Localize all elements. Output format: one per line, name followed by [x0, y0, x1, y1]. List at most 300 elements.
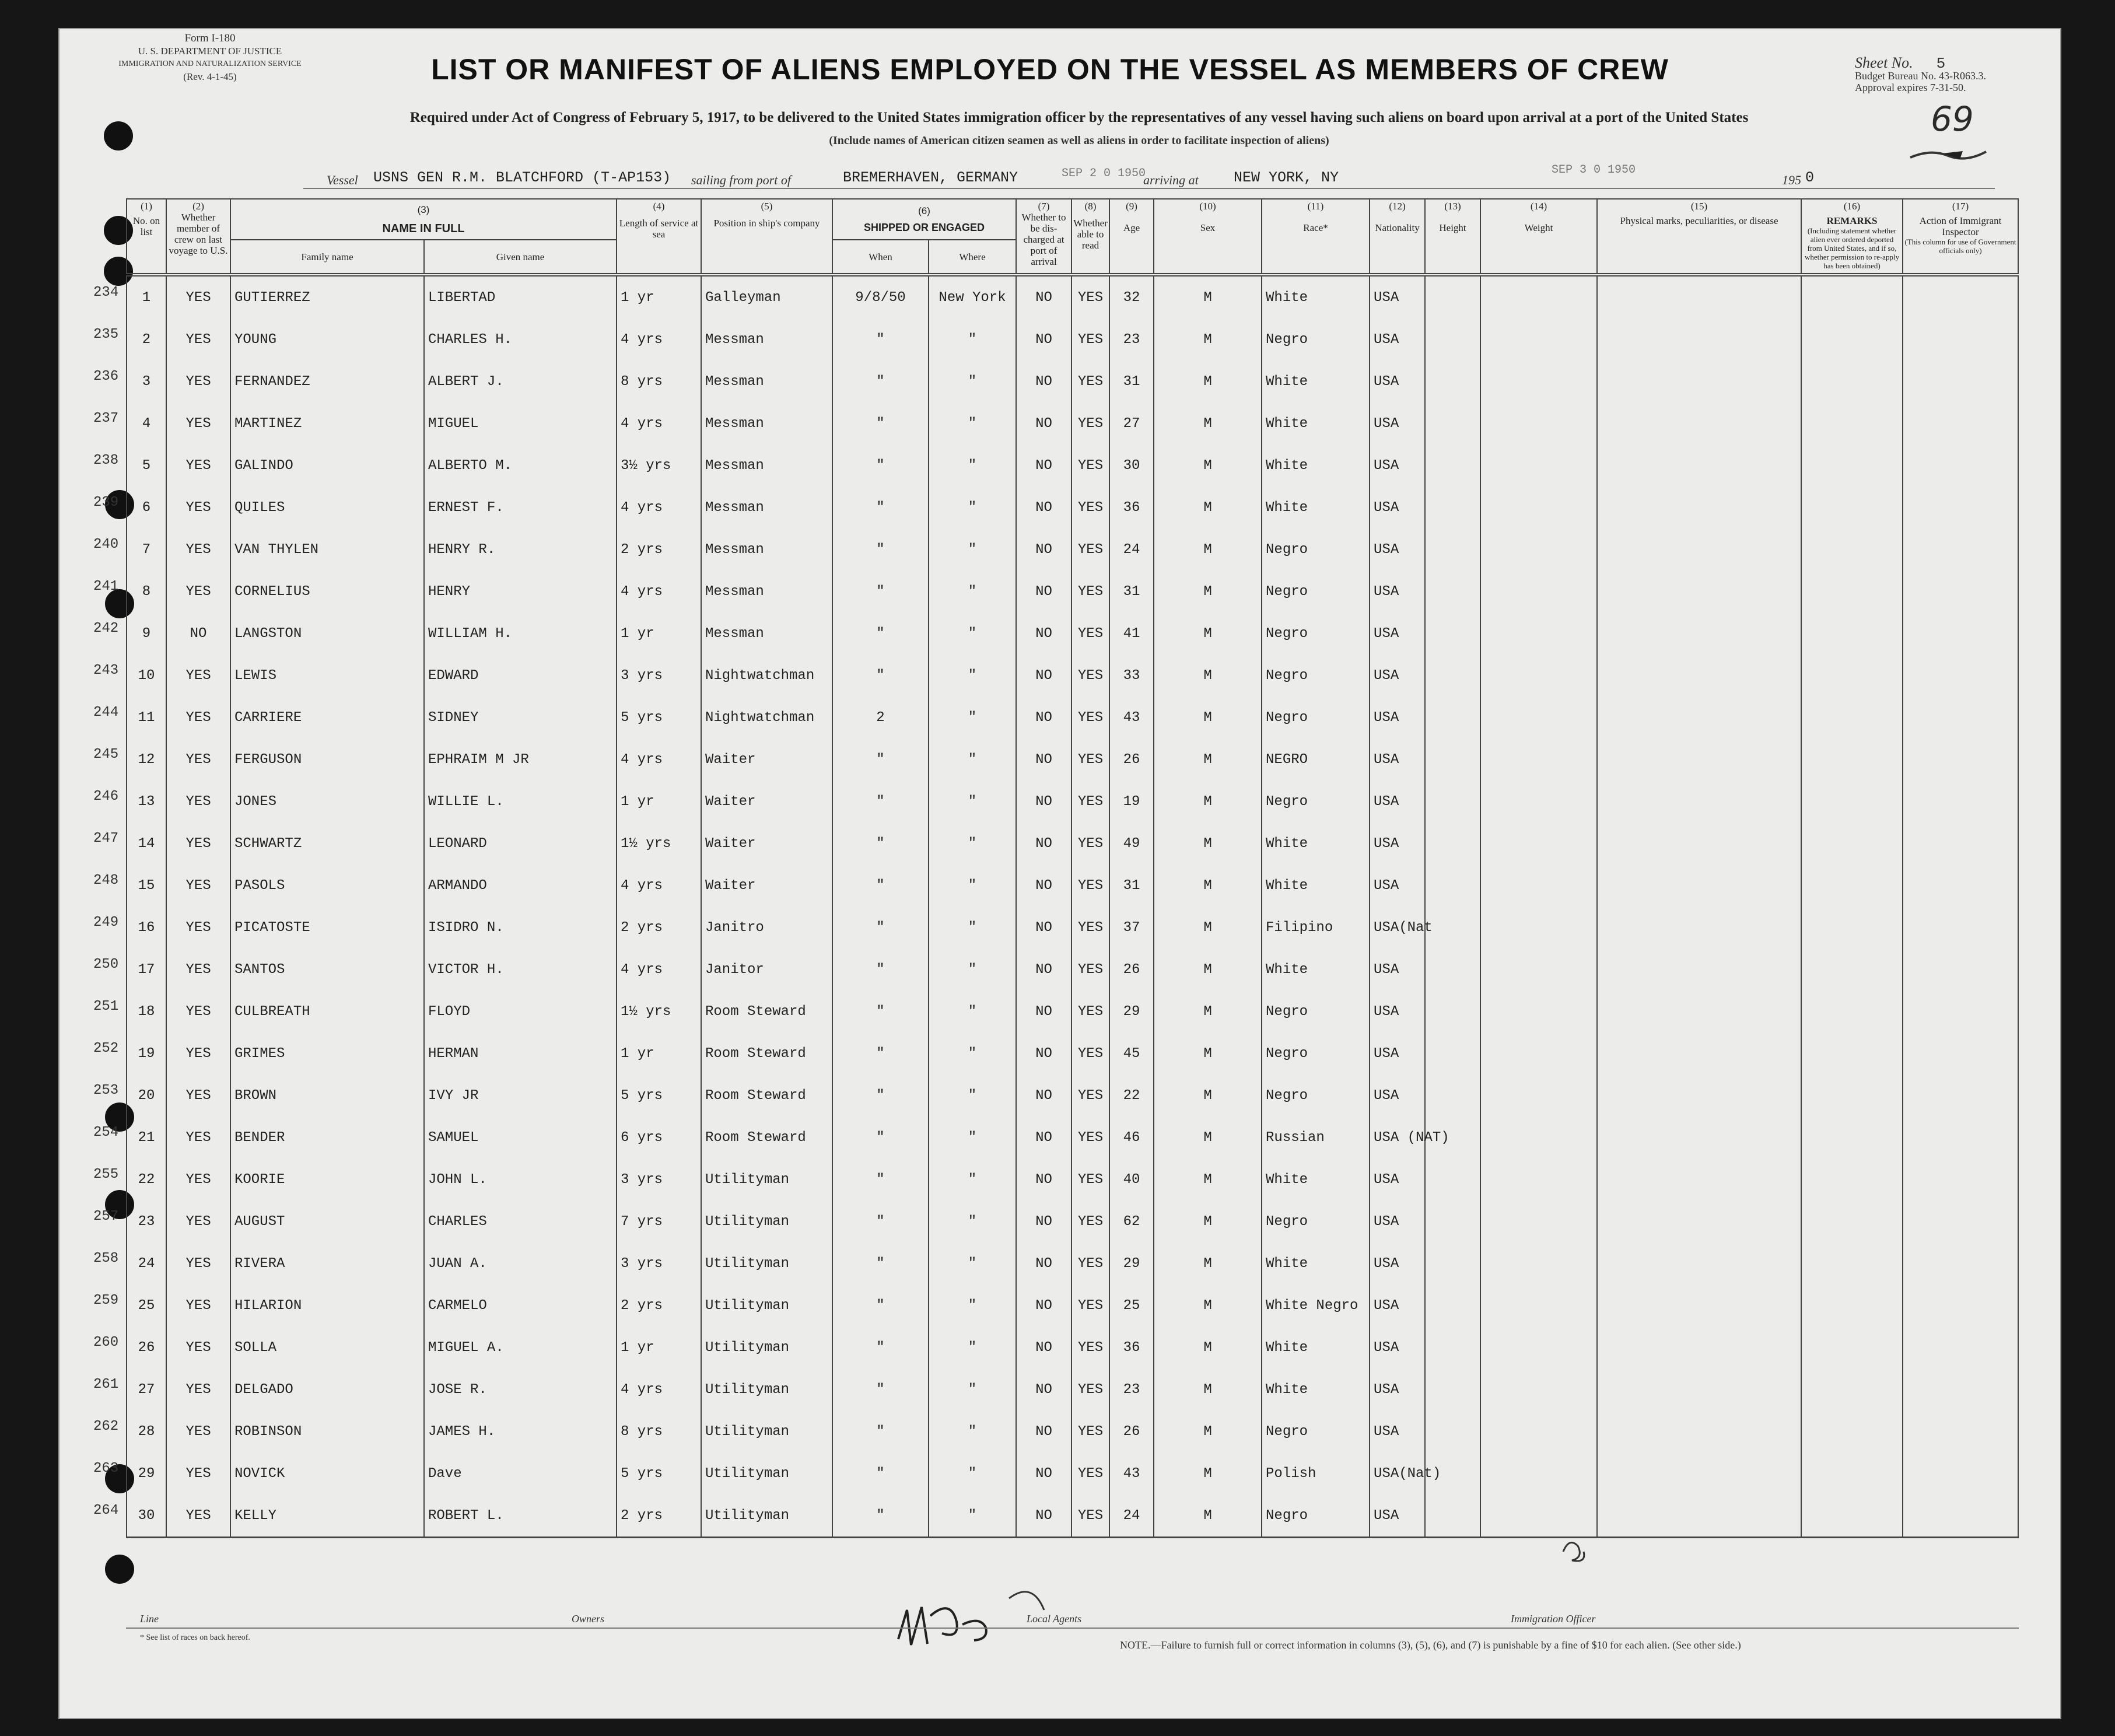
remarks-cell [1801, 1074, 1903, 1116]
inspector-action-cell [1903, 1368, 2018, 1410]
race-cell: Negro [1262, 780, 1370, 822]
row-number: 1 [142, 289, 151, 306]
nationality-cell: USA [1370, 1284, 1425, 1326]
shipped-when-cell: " [832, 487, 929, 528]
inspector-action-cell [1903, 1326, 2018, 1368]
shipped-when-cell: 9/8/50 [832, 275, 929, 318]
given-name-cell: VICTOR H. [424, 949, 617, 991]
prev-voyage-cell: YES [166, 444, 230, 487]
sex-cell: M [1154, 1242, 1262, 1284]
weight-cell [1480, 1368, 1597, 1410]
nationality-cell: USA [1370, 696, 1425, 738]
nationality-cell: USA [1370, 1494, 1425, 1538]
discharged-cell: NO [1016, 1410, 1071, 1452]
height-cell [1425, 1494, 1480, 1538]
family-name-cell: FERGUSON [230, 738, 424, 780]
prev-voyage-cell: YES [166, 738, 230, 780]
age-cell: 37 [1109, 907, 1154, 949]
row-number: 12 [138, 751, 155, 768]
prev-voyage-cell: YES [166, 1242, 230, 1284]
prev-voyage-cell: YES [166, 822, 230, 864]
height-cell [1425, 907, 1480, 949]
inspector-action-cell [1903, 738, 2018, 780]
table-row [127, 1494, 2018, 1538]
given-name-cell: MIGUEL A. [424, 1326, 617, 1368]
table-row [127, 949, 2018, 991]
line-number: 264 [93, 1503, 119, 1518]
footer-local-agents-label: Local Agents [1027, 1613, 1082, 1625]
prev-voyage-cell: YES [166, 1158, 230, 1200]
weight-cell [1480, 780, 1597, 822]
remarks-cell [1801, 864, 1903, 907]
row-number: 25 [138, 1297, 155, 1314]
col-sex-header: (10) Sex [1154, 199, 1262, 275]
table-row [127, 360, 2018, 402]
row-number-cell [93, 1410, 166, 1452]
row-number-cell [93, 1368, 166, 1410]
table-row [127, 1200, 2018, 1242]
nationality-cell: USA [1370, 1032, 1425, 1074]
table-row [127, 318, 2018, 360]
row-number-cell [93, 612, 166, 654]
remarks-cell [1801, 1032, 1903, 1074]
weight-cell [1480, 1116, 1597, 1158]
physical-marks-cell [1597, 864, 1801, 907]
remarks-cell [1801, 487, 1903, 528]
row-number-cell [93, 487, 166, 528]
race-cell: White [1262, 1326, 1370, 1368]
height-cell [1425, 1074, 1480, 1116]
position-cell: Utilityman [701, 1410, 832, 1452]
sex-cell: M [1154, 1200, 1262, 1242]
given-name-cell: WILLIAM H. [424, 612, 617, 654]
race-cell: White [1262, 275, 1370, 318]
line-number: 254 [93, 1125, 119, 1140]
given-name-cell: CHARLES H. [424, 318, 617, 360]
race-cell: Negro [1262, 1410, 1370, 1452]
weight-cell [1480, 696, 1597, 738]
weight-cell [1480, 360, 1597, 402]
nationality-cell: USA (NAT) [1370, 1116, 1425, 1158]
given-name-cell: HERMAN [424, 1032, 617, 1074]
row-number-cell [93, 402, 166, 444]
inspector-action-cell [1903, 402, 2018, 444]
age-cell: 62 [1109, 1200, 1154, 1242]
position-cell: Utilityman [701, 1452, 832, 1494]
service-length-cell: 5 yrs [617, 1074, 701, 1116]
shipped-when-cell: " [832, 1368, 929, 1410]
position-cell: Utilityman [701, 1242, 832, 1284]
nationality-cell: USA [1370, 1326, 1425, 1368]
physical-marks-cell [1597, 949, 1801, 991]
given-name-cell: ERNEST F. [424, 487, 617, 528]
discharged-cell: NO [1016, 612, 1071, 654]
given-name-cell: MIGUEL [424, 402, 617, 444]
physical-marks-cell [1597, 1494, 1801, 1538]
service-length-cell: 6 yrs [617, 1116, 701, 1158]
col-when-header: When [832, 240, 929, 275]
row-number-cell [93, 1452, 166, 1494]
age-cell: 26 [1109, 1410, 1154, 1452]
service-length-cell: 2 yrs [617, 1284, 701, 1326]
prev-voyage-cell: YES [166, 696, 230, 738]
weight-cell [1480, 1200, 1597, 1242]
inspector-action-cell [1903, 949, 2018, 991]
age-cell: 32 [1109, 275, 1154, 318]
races-footnote: * See list of races on back hereof. [140, 1633, 250, 1642]
table-row [127, 1158, 2018, 1200]
height-cell [1425, 738, 1480, 780]
approval-expiry: Approval expires 7-31-50. [1855, 82, 1966, 93]
row-number: 5 [142, 457, 151, 474]
discharged-cell: NO [1016, 949, 1071, 991]
able-to-read-cell: YES [1071, 1284, 1109, 1326]
physical-marks-cell [1597, 1452, 1801, 1494]
given-name-cell: ARMANDO [424, 864, 617, 907]
row-number-cell [93, 318, 166, 360]
remarks-cell [1801, 1116, 1903, 1158]
line-number: 260 [93, 1335, 119, 1350]
col-no-on-list-header: (1) No. on list [127, 199, 166, 275]
shipped-where-cell: " [929, 864, 1016, 907]
remarks-cell [1801, 528, 1903, 570]
service-length-cell: 8 yrs [617, 1410, 701, 1452]
row-number: 6 [142, 499, 151, 516]
table-row [127, 738, 2018, 780]
able-to-read-cell: YES [1071, 780, 1109, 822]
age-cell: 36 [1109, 487, 1154, 528]
weight-cell [1480, 318, 1597, 360]
shipped-where-cell: " [929, 780, 1016, 822]
inspector-action-cell [1903, 1158, 2018, 1200]
height-cell [1425, 780, 1480, 822]
age-cell: 45 [1109, 1032, 1154, 1074]
race-cell: Negro [1262, 612, 1370, 654]
age-cell: 41 [1109, 612, 1154, 654]
shipped-where-cell: " [929, 1200, 1016, 1242]
row-number-cell [93, 275, 166, 318]
col-action-header: (17) Action of Immigrant Inspector (This column for use of Government officials only) [1903, 199, 2018, 275]
physical-marks-cell [1597, 444, 1801, 487]
service-length-cell: 1 yr [617, 275, 701, 318]
shipped-where-cell: " [929, 907, 1016, 949]
service-length-cell: 1 yr [617, 1326, 701, 1368]
height-cell [1425, 402, 1480, 444]
remarks-cell [1801, 738, 1903, 780]
weight-cell [1480, 570, 1597, 612]
given-name-cell: HENRY R. [424, 528, 617, 570]
weight-cell [1480, 991, 1597, 1032]
shipped-where-cell: " [929, 738, 1016, 780]
race-cell: Negro [1262, 991, 1370, 1032]
race-cell: White [1262, 949, 1370, 991]
remarks-cell [1801, 696, 1903, 738]
line-number: 250 [93, 957, 119, 972]
table-row [127, 528, 2018, 570]
table-row [127, 822, 2018, 864]
family-name-cell: GUTIERREZ [230, 275, 424, 318]
given-name-cell: SAMUEL [424, 1116, 617, 1158]
prev-voyage-cell: YES [166, 528, 230, 570]
family-name-cell: SCHWARTZ [230, 822, 424, 864]
shipped-when-cell: " [832, 1494, 929, 1538]
height-cell [1425, 360, 1480, 402]
shipped-when-cell: " [832, 991, 929, 1032]
table-row [127, 570, 2018, 612]
line-number: 240 [93, 537, 119, 552]
nationality-cell: USA [1370, 1410, 1425, 1452]
height-cell [1425, 1158, 1480, 1200]
nationality-cell: USA [1370, 360, 1425, 402]
footer-line-label: Line [140, 1613, 159, 1625]
age-cell: 23 [1109, 1368, 1154, 1410]
race-cell: Negro [1262, 570, 1370, 612]
race-cell: Negro [1262, 318, 1370, 360]
prev-voyage-cell: YES [166, 949, 230, 991]
height-cell [1425, 864, 1480, 907]
age-cell: 23 [1109, 318, 1154, 360]
family-name-cell: AUGUST [230, 1200, 424, 1242]
row-number-cell [93, 1032, 166, 1074]
shipped-where-cell: New York [929, 275, 1016, 318]
race-cell: White [1262, 1368, 1370, 1410]
discharged-cell: NO [1016, 1284, 1071, 1326]
row-number: 19 [138, 1045, 155, 1062]
col-position-header: (5) Position in ship's company [701, 199, 832, 275]
family-name-cell: FERNANDEZ [230, 360, 424, 402]
col-height-header: (13) Height [1425, 199, 1480, 275]
family-name-cell: MARTINEZ [230, 402, 424, 444]
nationality-cell: USA [1370, 528, 1425, 570]
prev-voyage-cell: YES [166, 360, 230, 402]
position-cell: Room Steward [701, 1116, 832, 1158]
discharged-cell: NO [1016, 822, 1071, 864]
sheet-number: 5 [1936, 55, 1946, 72]
remarks-cell [1801, 1452, 1903, 1494]
shipped-when-cell: " [832, 1032, 929, 1074]
able-to-read-cell: YES [1071, 487, 1109, 528]
vessel-label: Vessel [327, 173, 358, 187]
remarks-cell [1801, 1284, 1903, 1326]
weight-cell [1480, 654, 1597, 696]
shipped-where-cell: " [929, 1452, 1016, 1494]
able-to-read-cell: YES [1071, 1494, 1109, 1538]
race-cell: White [1262, 444, 1370, 487]
arriving-label: arriving at [1143, 173, 1199, 187]
shipped-when-cell: " [832, 738, 929, 780]
race-cell: NEGRO [1262, 738, 1370, 780]
row-number: 21 [138, 1129, 155, 1146]
position-cell: Waiter [701, 738, 832, 780]
inspector-action-cell [1903, 1242, 2018, 1284]
col-where-header: Where [929, 240, 1016, 275]
discharged-cell: NO [1016, 991, 1071, 1032]
prev-voyage-cell: YES [166, 1494, 230, 1538]
shipped-where-cell: " [929, 1116, 1016, 1158]
prev-voyage-cell: YES [166, 780, 230, 822]
height-cell [1425, 696, 1480, 738]
col-family-name-header: Family name [230, 240, 424, 275]
position-cell: Waiter [701, 864, 832, 907]
row-number-cell [93, 1074, 166, 1116]
physical-marks-cell [1597, 654, 1801, 696]
remarks-cell [1801, 402, 1903, 444]
inspector-action-cell [1903, 318, 2018, 360]
inspector-action-cell [1903, 991, 2018, 1032]
vessel-underline [303, 188, 1995, 189]
required-statement: Required under Act of Congress of February 5, 1917, to be delivered to the United States immigration officer by the representatives of any vessel having such aliens on board upon arrival at a port of the United States [409, 110, 1749, 125]
shipped-when-cell: " [832, 1200, 929, 1242]
able-to-read-cell: YES [1071, 907, 1109, 949]
crew-manifest-table [93, 198, 2019, 1538]
weight-cell [1480, 822, 1597, 864]
row-number-cell [93, 907, 166, 949]
able-to-read-cell: YES [1071, 1326, 1109, 1368]
shipped-when-cell: " [832, 1284, 929, 1326]
able-to-read-cell: YES [1071, 949, 1109, 991]
sex-cell: M [1154, 1326, 1262, 1368]
able-to-read-cell: YES [1071, 1200, 1109, 1242]
service-length-cell: 5 yrs [617, 696, 701, 738]
discharged-cell: NO [1016, 1116, 1071, 1158]
age-cell: 30 [1109, 444, 1154, 487]
remarks-cell [1801, 822, 1903, 864]
table-row [127, 780, 2018, 822]
row-number-cell [93, 1200, 166, 1242]
shipped-when-cell: " [832, 360, 929, 402]
given-name-cell: ROBERT L. [424, 1494, 617, 1538]
sex-cell: M [1154, 1116, 1262, 1158]
row-number-cell [93, 1284, 166, 1326]
prev-voyage-cell: YES [166, 654, 230, 696]
row-number: 16 [138, 919, 155, 936]
page-title: LIST OR MANIFEST OF ALIENS EMPLOYED ON THE VESSEL AS MEMBERS OF CREW [431, 53, 1669, 86]
race-cell: Negro [1262, 654, 1370, 696]
year-prefix: 195 [1782, 173, 1801, 187]
discharged-cell: NO [1016, 318, 1071, 360]
row-number-cell [93, 864, 166, 907]
shipped-when-cell: " [832, 1410, 929, 1452]
prev-voyage-cell: YES [166, 907, 230, 949]
race-cell: Negro [1262, 528, 1370, 570]
row-number: 28 [138, 1423, 155, 1440]
shipped-when-cell: " [832, 864, 929, 907]
given-name-cell: ISIDRO N. [424, 907, 617, 949]
inspector-action-cell [1903, 570, 2018, 612]
position-cell: Utilityman [701, 1494, 832, 1538]
col-discharged-header: (7) Whether to be dis-charged at port of arrival [1016, 199, 1071, 275]
age-cell: 43 [1109, 696, 1154, 738]
remarks-cell [1801, 654, 1903, 696]
shipped-where-cell: " [929, 360, 1016, 402]
row-number: 30 [138, 1507, 155, 1524]
family-name-cell: YOUNG [230, 318, 424, 360]
prev-voyage-cell: YES [166, 1074, 230, 1116]
service-length-cell: 3½ yrs [617, 444, 701, 487]
position-cell: Nightwatchman [701, 654, 832, 696]
discharged-cell: NO [1016, 1158, 1071, 1200]
family-name-cell: CARRIERE [230, 696, 424, 738]
given-name-cell: JAMES H. [424, 1410, 617, 1452]
weight-cell [1480, 1032, 1597, 1074]
service-length-cell: 2 yrs [617, 907, 701, 949]
position-cell: Galleyman [701, 275, 832, 318]
physical-marks-cell [1597, 1074, 1801, 1116]
line-number: 247 [93, 831, 119, 846]
shipped-when-cell: " [832, 1452, 929, 1494]
inspector-action-cell [1903, 696, 2018, 738]
family-name-cell: HILARION [230, 1284, 424, 1326]
nationality-cell: USA [1370, 1242, 1425, 1284]
col-physical-marks-header: (15) Physical marks, peculiarities, or disease [1597, 199, 1801, 275]
row-number-cell [93, 444, 166, 487]
physical-marks-cell [1597, 738, 1801, 780]
sex-cell: M [1154, 907, 1262, 949]
family-name-cell: GALINDO [230, 444, 424, 487]
inspector-action-cell [1903, 1032, 2018, 1074]
prev-voyage-cell: YES [166, 487, 230, 528]
remarks-cell [1801, 1494, 1903, 1538]
race-cell: White [1262, 864, 1370, 907]
inspector-action-cell [1903, 612, 2018, 654]
weight-cell [1480, 864, 1597, 907]
line-number: 235 [93, 327, 119, 342]
shipped-where-cell: " [929, 1242, 1016, 1284]
weight-cell [1480, 1074, 1597, 1116]
col-remarks-header: (16) REMARKS (Including statement whether alien ever ordered deported from United States, and if so, whether permission to re-apply has been obtained) [1801, 199, 1903, 275]
shipped-where-cell: " [929, 1032, 1016, 1074]
voyage-line [303, 163, 1995, 192]
sex-cell: M [1154, 444, 1262, 487]
weight-cell [1480, 949, 1597, 991]
department: U. S. DEPARTMENT OF JUSTICE [138, 46, 282, 57]
family-name-cell: DELGADO [230, 1368, 424, 1410]
nationality-cell: USA [1370, 738, 1425, 780]
discharged-cell: NO [1016, 654, 1071, 696]
line-number: 262 [93, 1419, 119, 1434]
sex-cell: M [1154, 360, 1262, 402]
service: IMMIGRATION AND NATURALIZATION SERVICE [118, 60, 302, 68]
physical-marks-cell [1597, 570, 1801, 612]
age-cell: 33 [1109, 654, 1154, 696]
prev-voyage-cell: YES [166, 1032, 230, 1074]
sex-cell: M [1154, 780, 1262, 822]
nationality-cell: USA [1370, 1074, 1425, 1116]
nationality-cell: USA [1370, 949, 1425, 991]
row-number-cell [93, 738, 166, 780]
prev-voyage-cell: NO [166, 612, 230, 654]
service-length-cell: 1 yr [617, 780, 701, 822]
sex-cell: M [1154, 402, 1262, 444]
prev-voyage-cell: YES [166, 991, 230, 1032]
able-to-read-cell: YES [1071, 1074, 1109, 1116]
sex-cell: M [1154, 1368, 1262, 1410]
prev-voyage-cell: YES [166, 1452, 230, 1494]
remarks-cell [1801, 444, 1903, 487]
revision: (Rev. 4-1-45) [183, 71, 237, 82]
table-row [127, 907, 2018, 949]
line-number: 249 [93, 915, 119, 930]
arrival-date-stamp: SEP 3 0 1950 [1552, 163, 1636, 177]
inspector-action-cell [1903, 1116, 2018, 1158]
row-number-cell [93, 1326, 166, 1368]
physical-marks-cell [1597, 487, 1801, 528]
row-number: 18 [138, 1003, 155, 1020]
position-cell: Waiter [701, 822, 832, 864]
discharged-cell: NO [1016, 275, 1071, 318]
family-name-cell: NOVICK [230, 1452, 424, 1494]
row-number: 10 [138, 667, 155, 684]
